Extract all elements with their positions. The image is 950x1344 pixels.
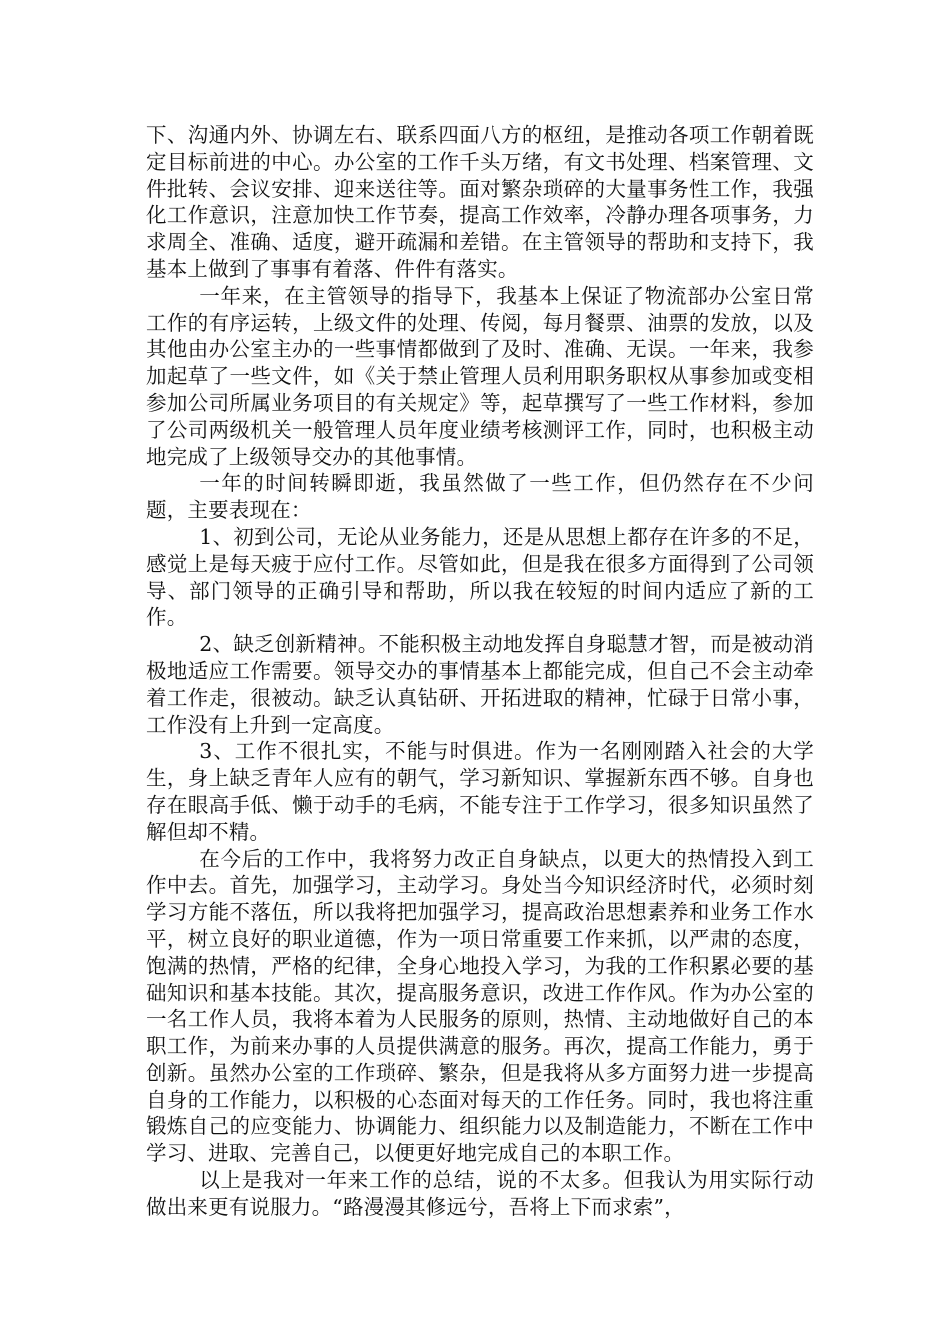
document-body <box>146 122 814 1221</box>
paragraph-future-work: 在今后的工作中，我将努力改正自身缺点，以更大的热情投入到工作中去。首先，加强学习，主动学习。身处当今知识经济时代，必须时刻学习方能不落伍，所以我将把加强学习，提高政治思想素养和业务工作水平，树立良好的职业道德，作为一项日常重要工作来抓，以严肃的态度，饱满的热情，严格的纪律，全身心地投入学习，为我的工作积累必要的基础知识和基本技能。其次，提高服务意识，改进工作作风。作为办公室的一名工作人员，我将本着为人民服务的原则，热情、主动地做好自己的本职工作，为前来办事的人员提供满意的服务。再次，提高工作能力，勇于创新。虽然办公室的工作琐碎、繁杂，但是我将从多方面努力进一步提高自身的工作能力，以积极的心态面对每天的工作任务。同时，我也将注重锻炼自己的应变能力、协调能力、组织能力以及制造能力，不断在工作中学习、进取、完善自己，以便更好地完成自己的本职工作。 <box>146 846 814 1166</box>
paragraph-problems-intro: 一年的时间转瞬即逝，我虽然做了一些工作，但仍然存在不少问题，主要表现在： <box>146 471 814 523</box>
paragraph-year-work: 一年来，在主管领导的指导下，我基本上保证了物流部办公室日常工作的有序运转，上级文件的处理、传阅，每月餐票、油票的发放，以及其他由办公室主办的一些事情都做到了及时、准确、无误。一年来，我参加起草了一些文件，如《关于禁止管理人员利用职务职权从事参加或变相参加公司所属业务项目的有关规定》等，起草撰写了一些工作材料，参加了公司两级机关一般管理人员年度业绩考核测评工作，同时，也积极主动地完成了上级领导交办的其他事情。 <box>146 283 814 469</box>
paragraph-office-role: 下、沟通内外、协调左右、联系四面八方的枢纽，是推动各项工作朝着既定目标前进的中心。办公室的工作千头万绪，有文书处理、档案管理、文件批转、会议安排、迎来送往等。面对繁杂琐碎的大量事务性工作，我强化工作意识，注意加快工作节奏，提高工作效率，冷静办理各项事务，力求周全、准确、适度，避开疏漏和差错。在主管领导的帮助和支持下，我基本上做到了事事有着落、件件有落实。 <box>146 123 814 281</box>
paragraph-conclusion: 以上是我对一年来工作的总结，说的不太多。但我认为用实际行动做出来更有说服力。“路漫漫其修远兮，吾将上下而求索”， <box>146 1168 814 1219</box>
paragraph-problem-2: 2、缺乏创新精神。不能积极主动地发挥自身聪慧才智，而是被动消极地适应工作需要。领导交办的事情基本上都能完成，但自己不会主动牵着工作走，很被动。缺乏认真钻研、开拓进取的精神，忙碌于日常小事，工作没有上升到一定高度。 <box>146 632 814 737</box>
paragraph-problem-3: 3、工作不很扎实，不能与时俱进。作为一名刚刚踏入社会的大学生，身上缺乏青年人应有的朝气，学习新知识、掌握新东西不够。自身也存在眼高手低、懒于动手的毛病，不能专注于工作学习，很多知识虽然了解但却不精。 <box>146 739 814 844</box>
paragraph-problem-1: 1、初到公司，无论从业务能力，还是从思想上都存在许多的不足，感觉上是每天疲于应付工作。尽管如此，但是我在很多方面得到了公司领导、部门领导的正确引导和帮助，所以我在较短的时间内适应了新的工作。 <box>146 524 814 630</box>
